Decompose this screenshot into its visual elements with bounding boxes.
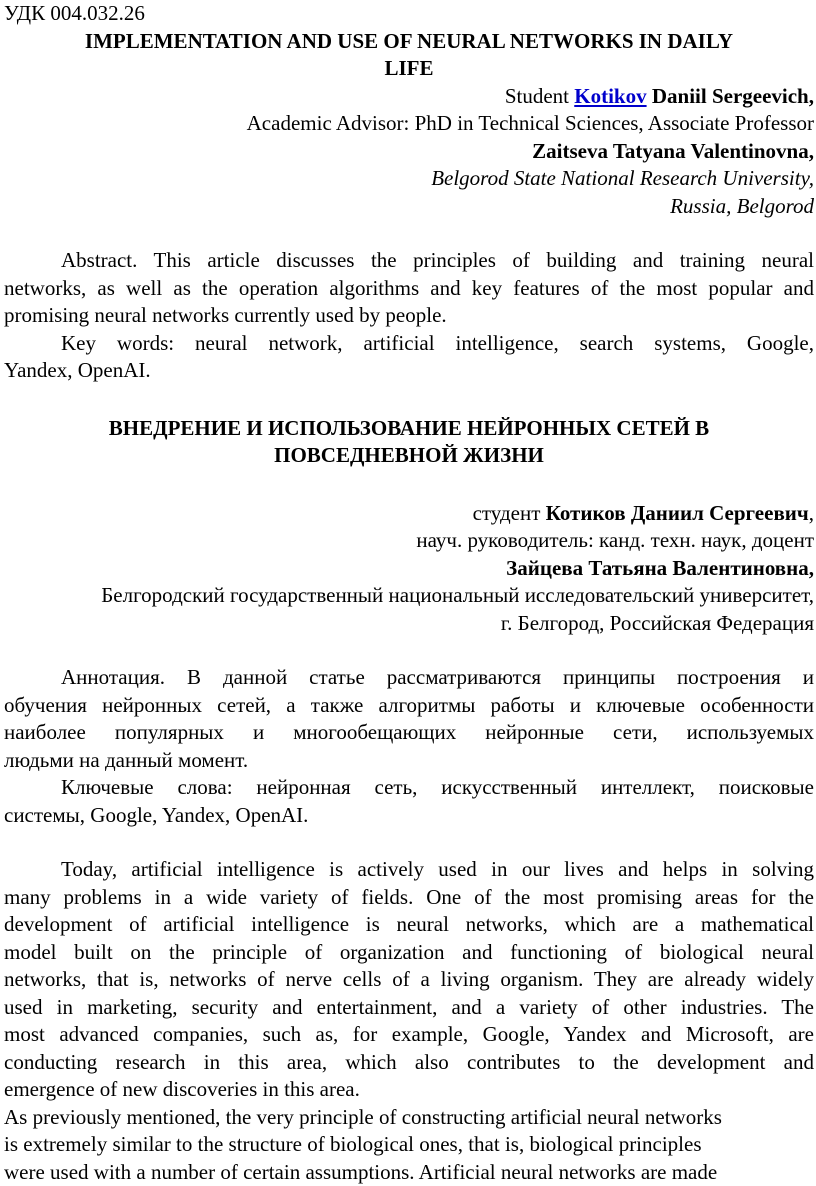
keywords-en: [4, 330, 814, 385]
body-line: networks, that is, networks of nerve cells of a living organism. They are already widely: [4, 966, 814, 994]
body-line: emergence of new discoveries in this area.: [4, 1076, 814, 1104]
body-line: model built on the principle of organization and functioning of biological neural: [4, 939, 814, 967]
body-line: is extremely similar to the structure of biological ones, that is, biological principles: [4, 1131, 814, 1159]
author-ru-prefix: студент: [473, 501, 546, 525]
author-ru: [4, 500, 814, 528]
title-ru-line-2: ПОВСЕДНЕВНОЙ ЖИЗНИ: [4, 442, 814, 470]
body-paragraph-2: [4, 1104, 814, 1186]
keywords-ru-line: системы, Google, Yandex, OpenAI.: [4, 802, 814, 830]
keywords-ru-line: Ключевые слова: нейронная сеть, искусственный интеллект, поисковые: [4, 774, 814, 802]
author-en: [4, 83, 814, 111]
abstract-ru-line: обучения нейронных сетей, а также алгоритмы работы и ключевые особенности: [4, 692, 814, 720]
advisor-ru: науч. руководитель: канд. техн. наук, доцент: [4, 527, 814, 555]
author-en-rest: Daniil Sergeevich,: [647, 84, 814, 108]
advisor-ru-name: Зайцева Татьяна Валентиновна,: [4, 555, 814, 583]
abstract-en-line: Abstract. This article discusses the principles of building and training neural: [4, 247, 814, 275]
udk-code: УДК 004.032.26: [4, 0, 814, 28]
university-ru: Белгородский государственный национальный исследовательский университет,: [4, 582, 814, 610]
body-line: development of artificial intelligence is neural networks, which are a mathematical: [4, 911, 814, 939]
keywords-ru: [4, 774, 814, 829]
abstract-ru-line: Аннотация. В данной статье рассматриваются принципы построения и: [4, 664, 814, 692]
abstract-en-line: promising neural networks currently used by people.: [4, 302, 814, 330]
title-ru-line-1: ВНЕДРЕНИЕ И ИСПОЛЬЗОВАНИЕ НЕЙРОННЫХ СЕТЕЙ В: [4, 415, 814, 443]
body-line: Today, artificial intelligence is actively used in our lives and helps in solving: [4, 856, 814, 884]
location-ru: г. Белгород, Российская Федерация: [4, 610, 814, 638]
keywords-en-line: Key words: neural network, artificial intelligence, search systems, Google,: [4, 330, 814, 358]
abstract-en: [4, 247, 814, 330]
author-ru-suffix: ,: [809, 501, 814, 525]
document-page: [4, 0, 814, 1186]
body-line: many problems in a wide variety of fields. One of the most promising areas for the: [4, 884, 814, 912]
abstract-ru-line: наиболее популярных и многообещающих нейронные сети, используемых: [4, 719, 814, 747]
location-en: Russia, Belgorod: [4, 193, 814, 221]
abstract-ru-line: людьми на данный момент.: [4, 747, 814, 775]
advisor-en: Academic Advisor: PhD in Technical Sciences, Associate Professor: [4, 110, 814, 138]
author-en-prefix: Student: [505, 84, 574, 108]
university-en: Belgorod State National Research University,: [4, 165, 814, 193]
body-line: conducting research in this area, which also contributes to the development and: [4, 1049, 814, 1077]
body-line: were used with a number of certain assumptions. Artificial neural networks are made: [4, 1159, 814, 1186]
body-line: As previously mentioned, the very principle of constructing artificial neural networks: [4, 1104, 814, 1132]
title-en-line-2: LIFE: [4, 55, 814, 83]
body-paragraph-1: [4, 856, 814, 1104]
body-line: used in marketing, security and entertainment, and a variety of other industries. The: [4, 994, 814, 1022]
advisor-en-name: Zaitseva Tatyana Valentinovna,: [4, 138, 814, 166]
body-line: most advanced companies, such as, for example, Google, Yandex and Microsoft, are: [4, 1021, 814, 1049]
author-en-surname-link[interactable]: Kotikov: [574, 84, 646, 108]
abstract-en-line: networks, as well as the operation algorithms and key features of the most popular and: [4, 275, 814, 303]
keywords-en-line: Yandex, OpenAI.: [4, 357, 814, 385]
title-en-line-1: IMPLEMENTATION AND USE OF NEURAL NETWORKS IN DAILY: [4, 28, 814, 56]
author-ru-name: Котиков Даниил Сергеевич: [546, 501, 809, 525]
abstract-ru: [4, 664, 814, 774]
